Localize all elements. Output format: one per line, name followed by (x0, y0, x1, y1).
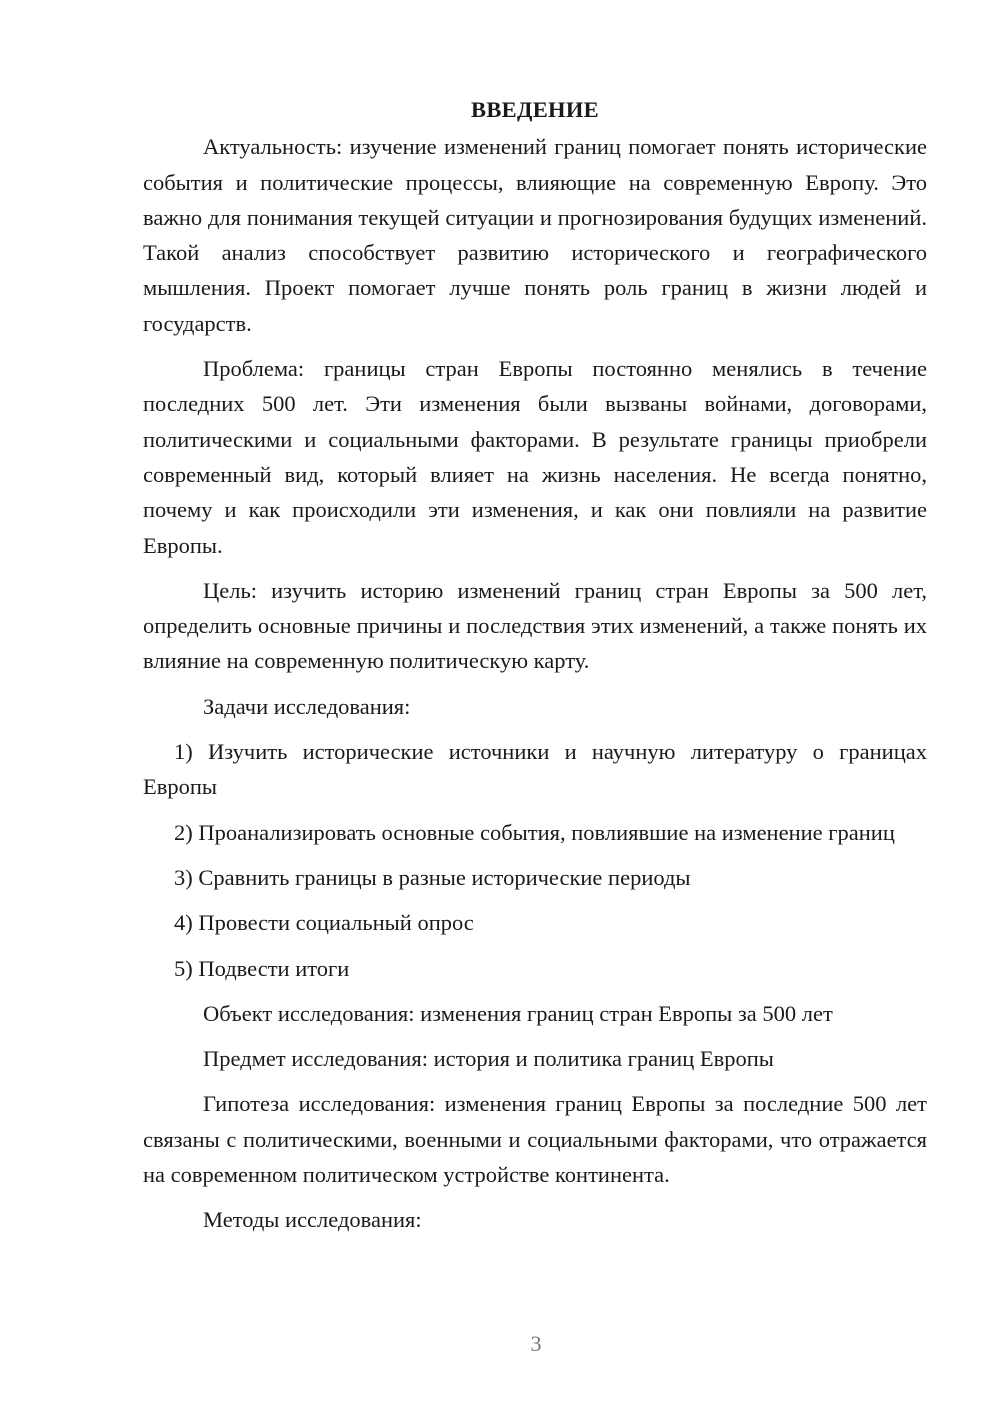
task-item: 3) Сравнить границы в разные исторические периоды (174, 864, 691, 890)
subject-paragraph: Предмет исследования: история и политика границ Европы (203, 1046, 774, 1072)
hypothesis-paragraph: Гипотеза исследования: изменения границ Европы за последние 500 лет связаны с политическими, военными и социальными факторами, что отражается на современном политическом устройстве континента. (143, 1091, 927, 1188)
relevance-paragraph: Актуальность: изучение изменений границ помогает понять исторические события и политические процессы, влияющие на современную Европу. Это важно для понимания текущей ситуации и прогнозирования будущих изменений. Такой анализ способствует развитию исторического и географического мышления. Проект помогает лучше понять роль границ в жизни людей и государств. (143, 134, 927, 336)
task-item: 5) Подвести итоги (174, 955, 350, 981)
object-paragraph: Объект исследования: изменения границ стран Европы за 500 лет (203, 1000, 833, 1026)
problem-paragraph: Проблема: границы стран Европы постоянно менялись в течение последних 500 лет. Эти изменения были вызваны войнами, договорами, политическими и социальными факторами. В результате границы приобрели современный вид, который влияет на жизнь населения. Не всегда понятно, почему и как происходили эти изменения, и как они повлияли на развитие Европы. (143, 356, 927, 558)
page-number: 3 (530, 1331, 542, 1356)
tasks-title: Задачи исследования: (203, 693, 411, 719)
methods-title: Методы исследования: (203, 1207, 422, 1233)
goal-paragraph: Цель: изучить историю изменений границ стран Европы за 500 лет, определить основные причины и последствия этих изменений, а также понять их влияние на современную политическую карту. (143, 577, 927, 674)
task-item: 1) Изучить исторические источники и научную литературу о границах Европы (143, 739, 927, 800)
task-item: 2) Проанализировать основные события, повлиявшие на изменение границ (174, 819, 895, 845)
page-content (143, 92, 927, 1248)
section-heading: ВВЕДЕНИЕ (471, 97, 599, 122)
task-item: 4) Провести социальный опрос (174, 910, 474, 936)
